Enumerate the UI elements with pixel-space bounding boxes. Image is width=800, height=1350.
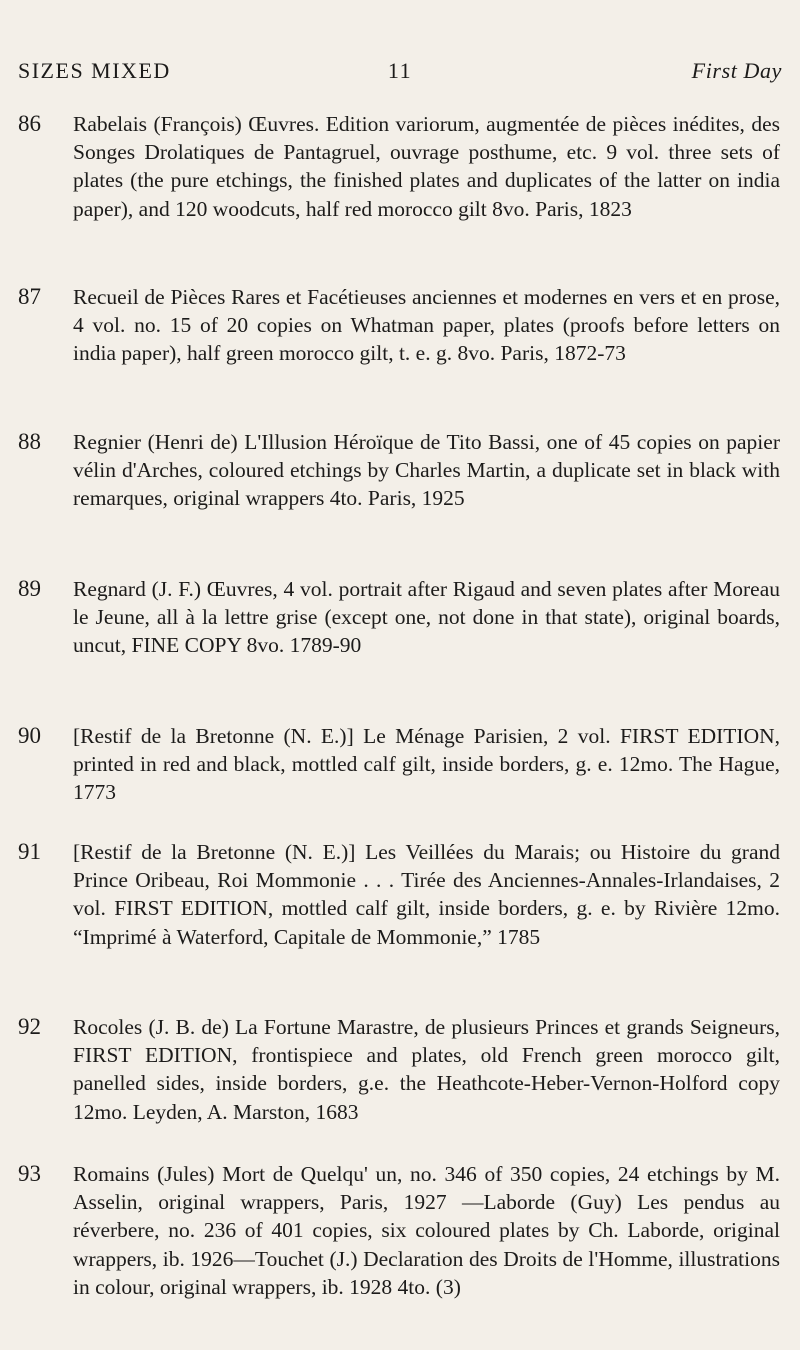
lot-description-text: Regnier (Henri de) L'Illusion Héroïque de Tito Bassi, one of 45 copies on papier vélin d'Arches, coloured etchings by Charles Martin, a duplicate set in black with remarques, original wrappers 4to. Paris, 1925 [73,430,780,511]
catalogue-entry [18,838,780,1008]
catalogue-entry [18,428,780,598]
lot-number: 93 [18,1161,41,1186]
lot-description [73,283,780,368]
lot-description-text: Rabelais (François) Œuvres. Edition variorum, augmentée de pièces inédites, des Songes Drolatiques de Pantagruel, ouvrage posthume, etc. 9 vol. three sets of plates (the pure etchings, the finished plates and duplicates of the latter on india paper), and 120 woodcuts, half red morocco gilt 8vo. Paris, 1823 [73,112,780,221]
header-section-title: SIZES MIXED [18,58,171,83]
lot-description [73,1013,780,1126]
lot-number: 92 [18,1014,41,1039]
lot-number: 91 [18,839,41,864]
lot-description [73,110,780,223]
lot-description-text: [Restif de la Bretonne (N. E.)] Le Ménage Parisien, 2 vol. FIRST EDITION, printed in red and black, mottled calf gilt, inside borders, g. e. 12mo. The Hague, 1773 [73,724,780,805]
lot-number: 88 [18,429,41,454]
lot-description [73,838,780,951]
lot-description [73,575,780,660]
catalogue-entry [18,1160,780,1330]
catalogue-entry [18,575,780,745]
lot-description [73,722,780,807]
lot-description-text: Regnard (J. F.) Œuvres, 4 vol. portrait after Rigaud and seven plates after Moreau le Jeune, all à la lettre grise (except one, not done in that state), original boards, uncut, FINE COPY 8vo. 1789-90 [73,577,780,658]
page-number: 11 [387,58,413,83]
lot-description [73,428,780,513]
lot-number: 89 [18,576,41,601]
lot-number: 86 [18,111,41,136]
header-sale-day: First Day [691,58,782,83]
lot-number: 90 [18,723,41,748]
lot-description-text: Recueil de Pièces Rares et Facétieuses anciennes et modernes en vers et en prose, 4 vol. no. 15 of 20 copies on Whatman paper, plates (proofs before letters on india paper), half green morocco gilt, t. e. g. 8vo. Paris, 1872-73 [73,285,780,366]
lot-number: 87 [18,284,41,309]
lot-description [73,1160,780,1301]
catalogue-entry [18,110,780,280]
catalogue-entry [18,1013,780,1183]
lot-description-text: [Restif de la Bretonne (N. E.)] Les Veillées du Marais; ou Histoire du grand Prince Oribeau, Roi Mommonie . . . Tirée des Anciennes-Annales-Irlandaises, 2 vol. FIRST EDITION, mottled calf gilt, inside borders, g. e. by Rivière 12mo. “Imprimé à Waterford, Capitale de Mommonie,” 1785 [73,840,780,949]
page-header [18,58,782,88]
lot-description-text: Romains (Jules) Mort de Quelqu' un, no. 346 of 350 copies, 24 etchings by M. Asselin, original wrappers, Paris, 1927 —Laborde (Guy) Les pendus au réverbere, no. 236 of 401 copies, six coloured plates by Ch. Laborde, original wrappers, ib. 1926—Touchet (J.) Declaration des Droits de l'Homme, illustrations in colour, original wrappers, ib. 1928 4to. (3) [73,1162,780,1299]
lot-description-text: Rocoles (J. B. de) La Fortune Marastre, de plusieurs Princes et grands Seigneurs, FIRST EDITION, frontispiece and plates, old French green morocco gilt, panelled sides, inside borders, g.e. the Heathcote-Heber-Vernon-Holford copy 12mo. Leyden, A. Marston, 1683 [73,1015,780,1124]
